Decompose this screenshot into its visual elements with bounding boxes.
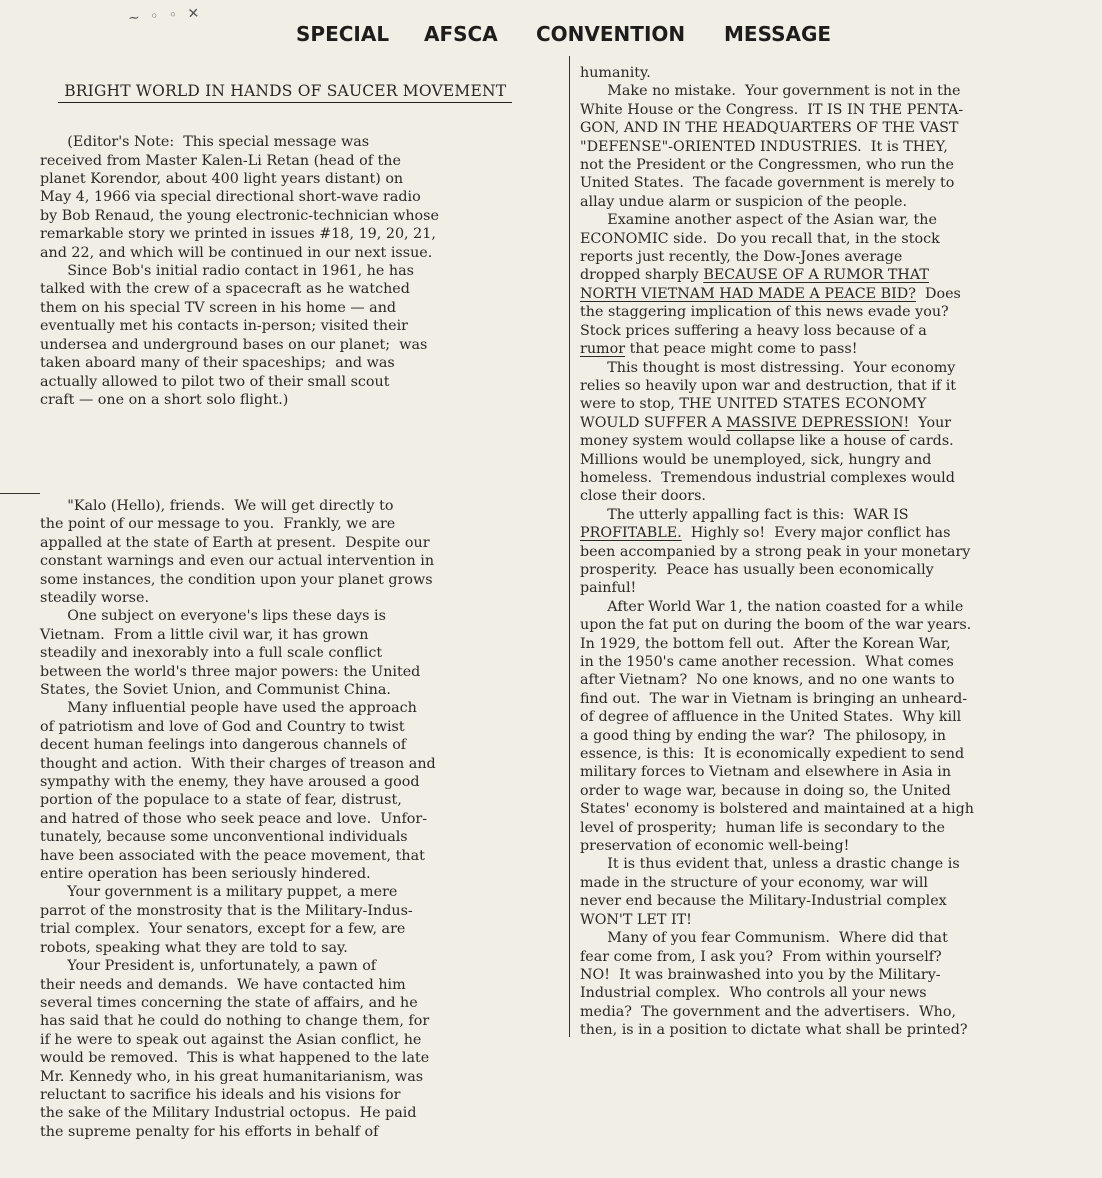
text-line: Many of you fear Communism. Where did that: [580, 930, 948, 947]
text-line: Many influential people have used the approach: [40, 700, 417, 717]
text-line: the sake of the Military Industrial octopus. He paid: [40, 1105, 417, 1122]
text-line: robots, speaking what they are told to say.: [40, 939, 348, 956]
text-line: undersea and underground bases on our planet; was: [40, 336, 428, 353]
text-line: parrot of the monstrosity that is the Military-Indus-: [40, 902, 413, 919]
text-line: thought and action. With their charges of treason and: [40, 755, 436, 772]
text-line: Millions would be unemployed, sick, hungry and: [580, 451, 932, 468]
paragraph-gap: [40, 446, 560, 460]
text-line: in the 1950's came another recession. What comes: [580, 654, 954, 670]
text-line: received from Master Kalen-Li Retan (head of the: [40, 152, 401, 169]
text-line: between the world's three major powers: the United: [40, 663, 421, 680]
text-line: One subject on everyone's lips these days is: [40, 608, 386, 625]
text-line: their needs and demands. We have contacted him: [40, 976, 406, 993]
underlined-emphasis: NORTH VIETNAM HAD MADE A PEACE BID?: [580, 285, 916, 302]
text-line: In 1929, the bottom fell out. After the Korean War,: [580, 635, 951, 652]
text-line: sympathy with the enemy, they have aroused a good: [40, 774, 420, 791]
masthead-word-special: SPECIAL: [296, 22, 390, 46]
text-line: NORTH VIETNAM HAD MADE A PEACE BID? Does: [580, 285, 961, 302]
text-line: the point of our message to you. Frankly, we are: [40, 516, 396, 533]
text-line: Vietnam. From a little civil war, it has grown: [40, 626, 369, 643]
text-line: trial complex. Your senators, except for a few, are: [40, 921, 406, 938]
masthead-word-afsca: AFSCA: [424, 22, 498, 46]
text-line: talked with the crew of a spacecraft as he watched: [40, 281, 410, 298]
text-line: Your government is a military puppet, a mere: [40, 884, 398, 901]
text-line: if he were to speak out against the Asian conflict, he: [40, 1031, 422, 1048]
text-line: "DEFENSE"-ORIENTED INDUSTRIES. It is THEY,: [580, 138, 948, 155]
text-line: GON, AND IN THE HEADQUARTERS OF THE VAST: [580, 120, 959, 137]
text-line: tunately, because some unconventional individuals: [40, 829, 408, 846]
text-line: of patriotism and love of God and Country to twist: [40, 718, 405, 735]
text-line: find out. The war in Vietnam is bringing an unheard-: [580, 690, 968, 707]
text-line: Mr. Kennedy who, in his great humanitarianism, was: [40, 1068, 424, 1085]
text-line: made in the structure of your economy, war will: [580, 874, 928, 891]
text-line: essence, is this: It is economically expedient to send: [580, 746, 965, 763]
text-line: States, the Soviet Union, and Communist China.: [40, 682, 391, 698]
text-line: been accompanied by a strong peak in your monetary: [580, 543, 971, 560]
underlined-emphasis: MASSIVE DEPRESSION!: [726, 414, 910, 431]
text-line: Since Bob's initial radio contact in 1961, he has: [40, 263, 414, 280]
text-line: have been associated with the peace movement, that: [40, 847, 425, 864]
text-line: This thought is most distressing. Your economy: [580, 359, 956, 376]
text-line: close their doors.: [580, 488, 706, 505]
masthead-word-convention: CONVENTION: [536, 22, 686, 46]
text-line: and 22, and which will be continued in our next issue.: [40, 244, 433, 261]
text-line: craft — one on a short solo flight.): [40, 391, 289, 408]
text-line: WON'T LET IT!: [580, 911, 692, 928]
text-line: appalled at the state of Earth at present. Despite our: [40, 534, 430, 551]
left-column: [40, 64, 560, 1178]
text-line: WOULD SUFFER A MASSIVE DEPRESSION! Your: [580, 414, 952, 431]
text-line: ECONOMIC side. Do you recall that, in the stock: [580, 230, 940, 247]
text-line: It is thus evident that, unless a drastic change is: [580, 856, 960, 873]
text-line: and hatred of those who seek peace and love. Unfor-: [40, 810, 428, 827]
text-line: money system would collapse like a house of cards.: [580, 433, 954, 450]
text-line: taken aboard many of their spaceships; and was: [40, 355, 395, 372]
text-line: would be removed. This is what happened to the late: [40, 1050, 430, 1067]
text-line: After World War 1, the nation coasted for a while: [580, 598, 964, 615]
text-line: allay undue alarm or suspicion of the people.: [580, 193, 908, 210]
text-line: States' economy is bolstered and maintained at a high: [580, 801, 974, 818]
text-line: the staggering implication of this news evade you?: [580, 304, 949, 321]
text-line: painful!: [580, 580, 637, 597]
underlined-emphasis: BECAUSE OF A RUMOR THAT: [703, 267, 929, 284]
text-line: them on his special TV screen in his home — and: [40, 299, 397, 316]
text-line: never end because the Military-Industrial complex: [580, 893, 947, 910]
text-line: actually allowed to pilot two of their small scout: [40, 373, 390, 390]
text-line: relies so heavily upon war and destruction, that if it: [580, 377, 957, 394]
text-line: rumor that peace might come to pass!: [580, 341, 858, 358]
text-line: then, is in a position to dictate what shall be printed?: [580, 1022, 968, 1039]
text-line: after Vietnam? No one knows, and no one wants to: [580, 672, 955, 689]
text-line: by Bob Renaud, the young electronic-technician whose: [40, 207, 439, 224]
text-line: May 4, 1966 via special directional short-wave radio: [40, 189, 421, 206]
text-line: fear come from, I ask you? From within yourself?: [580, 948, 942, 965]
text-line: steadily worse.: [40, 589, 150, 606]
text-line: Stock prices suffering a heavy loss because of a: [580, 322, 927, 339]
text-line: order to wage war, because in doing so, the United: [580, 782, 951, 799]
text-line: constant warnings and even our actual intervention in: [40, 553, 435, 570]
text-line: upon the fat put on during the boom of the war years.: [580, 617, 972, 634]
editors-note: [40, 133, 560, 409]
text-line: United States. The facade government is merely to: [580, 175, 955, 192]
text-line: Make no mistake. Your government is not in the: [580, 83, 961, 100]
text-line: Examine another aspect of the Asian war, the: [580, 212, 937, 229]
text-line: reports just recently, the Dow-Jones average: [580, 249, 903, 266]
text-line: steadily and inexorably into a full scale conflict: [40, 645, 383, 662]
text-line: military forces to Vietnam and elsewhere in Asia in: [580, 764, 952, 781]
text-line: The utterly appalling fact is this: WAR IS: [580, 506, 909, 523]
text-line: homeless. Tremendous industrial complexes would: [580, 469, 955, 486]
text-line: preservation of economic well-being!: [580, 838, 850, 855]
text-line: NO! It was brainwashed into you by the Military-: [580, 966, 941, 983]
article-headline: BRIGHT WORLD IN HANDS OF SAUCER MOVEMENT: [58, 82, 512, 102]
text-line: humanity.: [580, 65, 651, 81]
text-line: entire operation has been seriously hindered.: [40, 866, 371, 883]
underlined-emphasis: rumor: [580, 341, 626, 358]
text-line: of degree of affluence in the United States. Why kill: [580, 709, 962, 726]
text-line: not the President or the Congressmen, who run the: [580, 157, 954, 174]
margin-tick-mark: [0, 493, 40, 494]
text-line: some instances, the condition upon your planet grows: [40, 571, 433, 588]
text-line: were to stop, THE UNITED STATES ECONOMY: [580, 396, 927, 413]
text-line: planet Korendor, about 400 light years distant) on: [40, 171, 404, 188]
right-column: [580, 64, 1086, 1040]
underlined-emphasis: PROFITABLE.: [580, 525, 682, 542]
text-line: dropped sharply BECAUSE OF A RUMOR THAT: [580, 267, 929, 284]
text-line: remarkable story we printed in issues #18, 19, 20, 21,: [40, 226, 436, 243]
text-line: reluctant to sacrifice his ideals and his visions for: [40, 1086, 401, 1103]
text-line: portion of the populace to a state of fear, distrust,: [40, 792, 402, 809]
masthead-word-message: MESSAGE: [724, 22, 832, 46]
text-line: White House or the Congress. IT IS IN THE PENTA-: [580, 101, 964, 118]
text-line: PROFITABLE. Highly so! Every major conflict has: [580, 525, 951, 542]
handwritten-mark: ~ ◦ ◦ ✕: [127, 5, 203, 27]
text-line: has said that he could do nothing to change them, for: [40, 1013, 430, 1030]
masthead: [0, 18, 1102, 50]
message-body-left: [40, 497, 560, 1141]
text-line: media? The government and the advertisers. Who,: [580, 1003, 957, 1020]
text-line: Your President is, unfortunately, a pawn of: [40, 958, 377, 975]
text-line: decent human feelings into dangerous channels of: [40, 737, 407, 754]
text-line: prosperity. Peace has usually been economically: [580, 561, 934, 578]
text-line: the supreme penalty for his efforts in behalf of: [40, 1123, 379, 1140]
column-divider: [569, 56, 570, 1037]
text-line: level of prosperity; human life is secondary to the: [580, 819, 946, 836]
text-line: several times concerning the state of affairs, and he: [40, 994, 418, 1011]
text-line: Industrial complex. Who controls all your news: [580, 985, 927, 1002]
text-line: (Editor's Note: This special message was: [40, 134, 370, 151]
text-line: "Kalo (Hello), friends. We will get directly to: [40, 497, 394, 514]
text-line: eventually met his contacts in-person; visited their: [40, 318, 408, 335]
text-line: a good thing by ending the war? The philosopy, in: [580, 727, 946, 744]
